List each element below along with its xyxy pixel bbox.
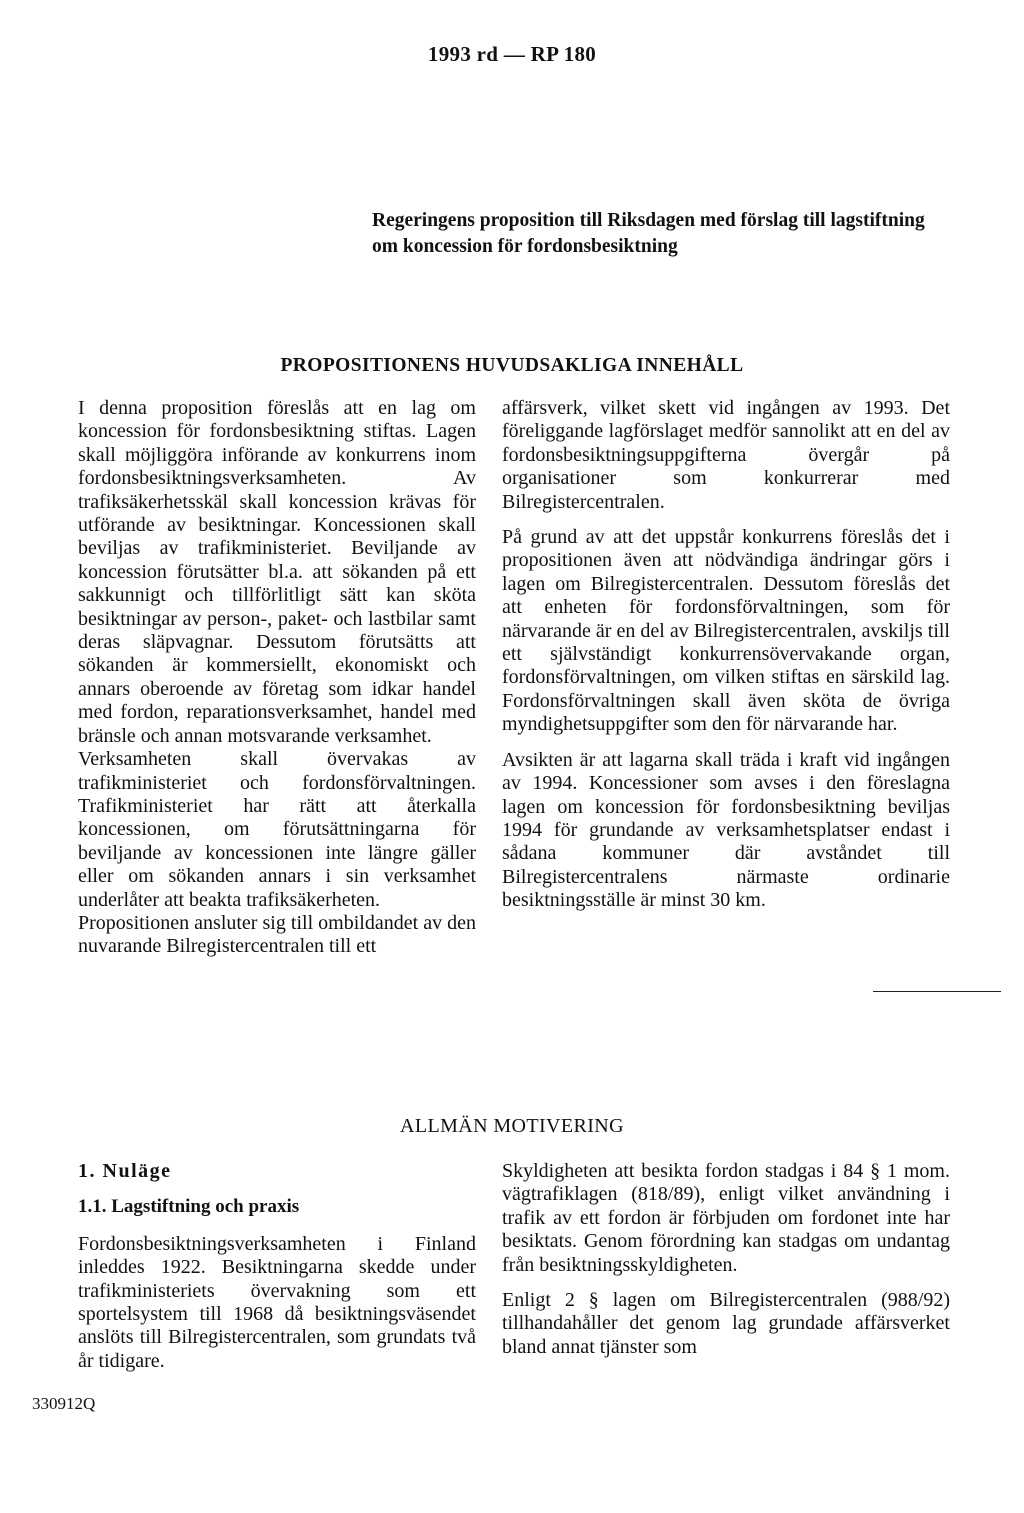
motivation-left-paragraph: Fordonsbesiktningsverksamheten i Finland inleddes 1922. Besiktningarna skedde under trafikministeriets övervakning som ett sportelsystem till 1968 då besiktningsväsendet anslöts till Bilregistercentralen, som grundats två år tidigare. xyxy=(78,1232,476,1372)
motivation-right-paragraph: Skyldigheten att besikta fordon stadgas i 84 § 1 mom. vägtrafiklagen (818/89), enligt vilket användning i trafik av ett fordon är förbjuden om fordonet inte har besiktats. Genom förordning kan stadgas om undantag från besiktningsskyldigheten. xyxy=(502,1160,950,1276)
summary-left-paragraph: Verksamheten skall övervakas av trafikministeriet och fordonsförvaltningen. Trafikministeriet har rätt att återkalla koncessionen, om förutsättningarna för beviljande av koncessionen inte längre gäller eller om sökanden annars i sin verksamhet underlåter att beakta trafiksäkerheten. xyxy=(78,748,476,911)
summary-right-paragraph: affärsverk, vilket skett vid ingången av 1993. Det föreliggande lagförslaget medför sannolikt att en del av fordonsbesiktningsuppgifterna övergår på organisationer som konkurrerar med Bilregistercentralen. xyxy=(502,397,950,513)
document-title: Regeringens proposition till Riksdagen med förslag till lagstiftning om koncession för fordonsbesiktning xyxy=(372,210,925,257)
summary-left-paragraph: I denna proposition föreslås att en lag om koncession för fordonsbesiktning stiftas. Lagen skall möjliggöra införande av konkurrens inom fordonsbesiktningsverksamheten. Av trafiksäkerhetsskäl skall koncession krävas för utförande av besiktningar. Koncessionen skall beviljas av trafikministeriet. Beviljande av koncession förutsätter bl.a. att sökanden på ett sakkunnigt och tillförlitligt sätt kan sköta besiktningar av person-, paket- och lastbilar samt deras släpvagnar. Dessutom förutsätts att sökanden är kommersiellt, ekonomiskt och annars oberoende av företag som idkar handel med fordon, reparationsverksamhet, handel med bränsle och annan motsvarande verksamhet. xyxy=(78,397,476,747)
summary-right-paragraph: Avsikten är att lagarna skall träda i kraft vid ingången av 1994. Koncessioner som avses i den föreslagna lagen om koncession för fordonsbesiktning beviljas 1994 för grundande av verksamhetsplatser endast i sådana kommuner där avståndet till Bilregistercentralens närmaste ordinarie besiktningsställe är minst 30 km. xyxy=(502,748,950,912)
summary-left-column xyxy=(78,397,476,959)
summary-right-paragraph: På grund av att det uppstår konkurrens föreslås det i propositionen även att nödvändiga ändringar görs i lagen om Bilregistercentralen. Dessutom föreslås det att enheten för fordonsförvaltningen, som för närvarande är en del av Bilregistercentralen, avskiljs till ett självständigt konkurrensövervakande organ, fordonsförvaltningen, om vilken stiftas en särskild lag. Fordonsförvaltningen skall även sköta de övriga myndighetsuppgifter som den för närvarande har. xyxy=(502,526,950,736)
summary-left-paragraph: Propositionen ansluter sig till ombildandet av den nuvarande Bilregistercentralen till ett xyxy=(78,911,476,958)
document-code: 330912Q xyxy=(32,1394,96,1413)
section-divider xyxy=(873,991,1001,992)
motivation-right-paragraph: Enligt 2 § lagen om Bilregistercentralen (988/92) tillhandahåller det genom lag grundade affärsverket bland annat tjänster som xyxy=(502,1289,950,1358)
motivation-left-column xyxy=(78,1160,476,1373)
motivation-right-column xyxy=(502,1160,950,1359)
subsection-title: 1.1. Lagstiftning och praxis xyxy=(78,1196,300,1218)
summary-right-column xyxy=(502,397,950,913)
section-title: 1. Nuläge xyxy=(78,1160,172,1182)
summary-heading: PROPOSITIONENS HUVUDSAKLIGA INNEHÅLL xyxy=(280,355,744,376)
motivation-heading: ALLMÄN MOTIVERING xyxy=(400,1115,624,1137)
page-header-reference: 1993 rd — RP 180 xyxy=(427,42,597,66)
